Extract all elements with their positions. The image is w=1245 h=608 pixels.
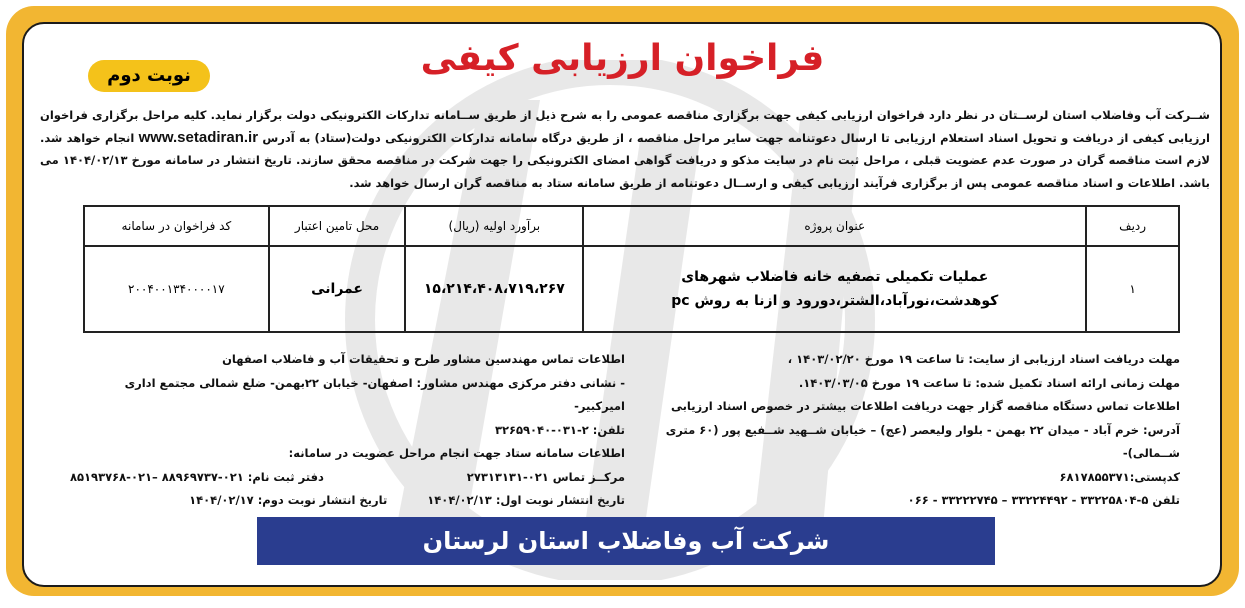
info-line: تلفن: ۲-۰۳۱-۳۲۶۵۹۰۴۰ (494, 422, 625, 437)
info-line: اطلاعات تماس دستگاه مناقصه گزار جهت دریافت اطلاعات بیشتر در خصوص اسناد ارزیابی (670, 399, 1180, 413)
info-line: اطلاعات تماس مهندسین مشاور طرح و تحقیقات آب و فاضلاب اصفهان (222, 352, 625, 366)
header-row-number: ردیف (1086, 206, 1179, 246)
second-publication-date: تاریخ انتشار نوبت دوم: ۱۴۰۴/۰۲/۱۷ (189, 493, 388, 507)
consultant-info (70, 348, 625, 513)
company-footer: شرکت آب وفاضلاب استان لرستان (257, 517, 995, 565)
info-line: - نشانی دفتر مرکزی مهندس مشاور: اصفهان- خیابان ۲۲بهمن- ضلع شمالی مجتمع اداری امیرکبیر- (124, 375, 625, 413)
tenderer-info (640, 348, 1180, 513)
cell-project-title: عملیات تکمیلی تصفیه خانه فاضلاب شهرهای کوهدشت،نورآباد،الشتر،دورود و ازنا به روش pc (583, 246, 1086, 332)
registration-office: دفتر ثبت نام: ۰۲۱-۸۸۹۶۹۷۳۷ –۰۲۱-۸۵۱۹۳۷۶۸ (70, 469, 324, 484)
cell-estimate: ۱۵،۲۱۴،۴۰۸،۷۱۹،۲۶۷ (405, 246, 583, 332)
cell-code: ۲۰۰۴۰۰۱۳۴۰۰۰۰۱۷ (84, 246, 269, 332)
table-row (84, 246, 1179, 332)
info-line: کدپستی:۶۸۱۷۸۵۵۳۷۱ (1059, 469, 1180, 484)
first-publication-date: تاریخ انتشار نوبت اول: ۱۴۰۴/۰۲/۱۳ (427, 493, 625, 507)
round-badge: نوبت دوم (88, 60, 210, 92)
header-estimate: برآورد اولیه (ریال) (405, 206, 583, 246)
cell-funding: عمرانی (269, 246, 406, 332)
publication-row (70, 489, 625, 513)
table-header-row (84, 206, 1179, 246)
info-line: اطلاعات سامانه ستاد جهت انجام مراحل عضویت در سامانه: (288, 446, 625, 460)
header-funding: محل تامین اعتبار (269, 206, 406, 246)
header-project-title: عنوان پروژه (583, 206, 1086, 246)
page-title: فراخوان ارزیابی کیفی (420, 38, 825, 79)
call-center: مرکــز تماس ۰۲۱-۲۷۳۱۳۱۳۱ (466, 469, 625, 484)
info-line: تلفن ۵-۳۳۲۲۵۸۰۴ - ۳۳۲۲۴۴۹۲ – ۳۳۲۲۲۷۴۵ - ۰۶۶ (907, 493, 1180, 507)
intro-text-2: انجام خواهد شد. لازم است مناقصه گران در صورت عدم عضویت قبلی ، مراحل ثبت نام در سایت مذکو و دریافت گواهی امضای الکترونیکی را جهت شرکت در مناقصه محقق سازند. تاریخ انتشار در سامانه مورخ ۱۴۰۴/۰۲/۱۳ می باشد. اطلاعات و اسناد مناقصه عمومی پس از برگزاری فرآیند ارزیابی کیفی و ارســال دعوتنامه از طریق سامانه ستاد به مناقصه گران ارسال خواهد شد. (40, 130, 1210, 190)
contact-row (70, 466, 625, 490)
cell-row-number: ۱ (1086, 246, 1179, 332)
info-line: مهلت زمانی ارائه اسناد تکمیل شده: تا ساعت ۱۹ مورخ ۱۴۰۳/۰۳/۰۵. (798, 375, 1180, 390)
info-line: آدرس: خرم آباد - میدان ۲۲ بهمن - بلوار ولیعصر (عج) – خیابان شــهید شــفیع پور (۶۰ متری شــمالی)- (665, 422, 1180, 460)
intro-text-1: شــرکت آب وفاضلاب استان لرســتان در نظر دارد فراخوان ارزیابی کیفی جهت برگزاری مناقصه عمومی را به شرح ذیل از طریق ســامانه تدارکات الکترونیکی دولت برگزار نماید. کلیه مراحل برگزاری فراخوان ارزیابی کیفی از دریافت و تحویل اسناد استعلام ارزیابی تا ارسال دعوتنامه جهت سایر مراحل مناقصه ، از طریق درگاه سامانه تدارکات الکترونیکی دولت(ستاد) به آدرس (40, 108, 1210, 145)
setadiran-link[interactable]: www.setadiran.ir (138, 128, 259, 146)
header-code: کد فراخوان در سامانه (84, 206, 269, 246)
intro-paragraph (40, 104, 1210, 194)
info-line: مهلت دریافت اسناد ارزیابی از سایت: تا ساعت ۱۹ مورخ ۱۴۰۳/۰۲/۲۰ ، (787, 352, 1180, 366)
tender-table (83, 205, 1180, 333)
